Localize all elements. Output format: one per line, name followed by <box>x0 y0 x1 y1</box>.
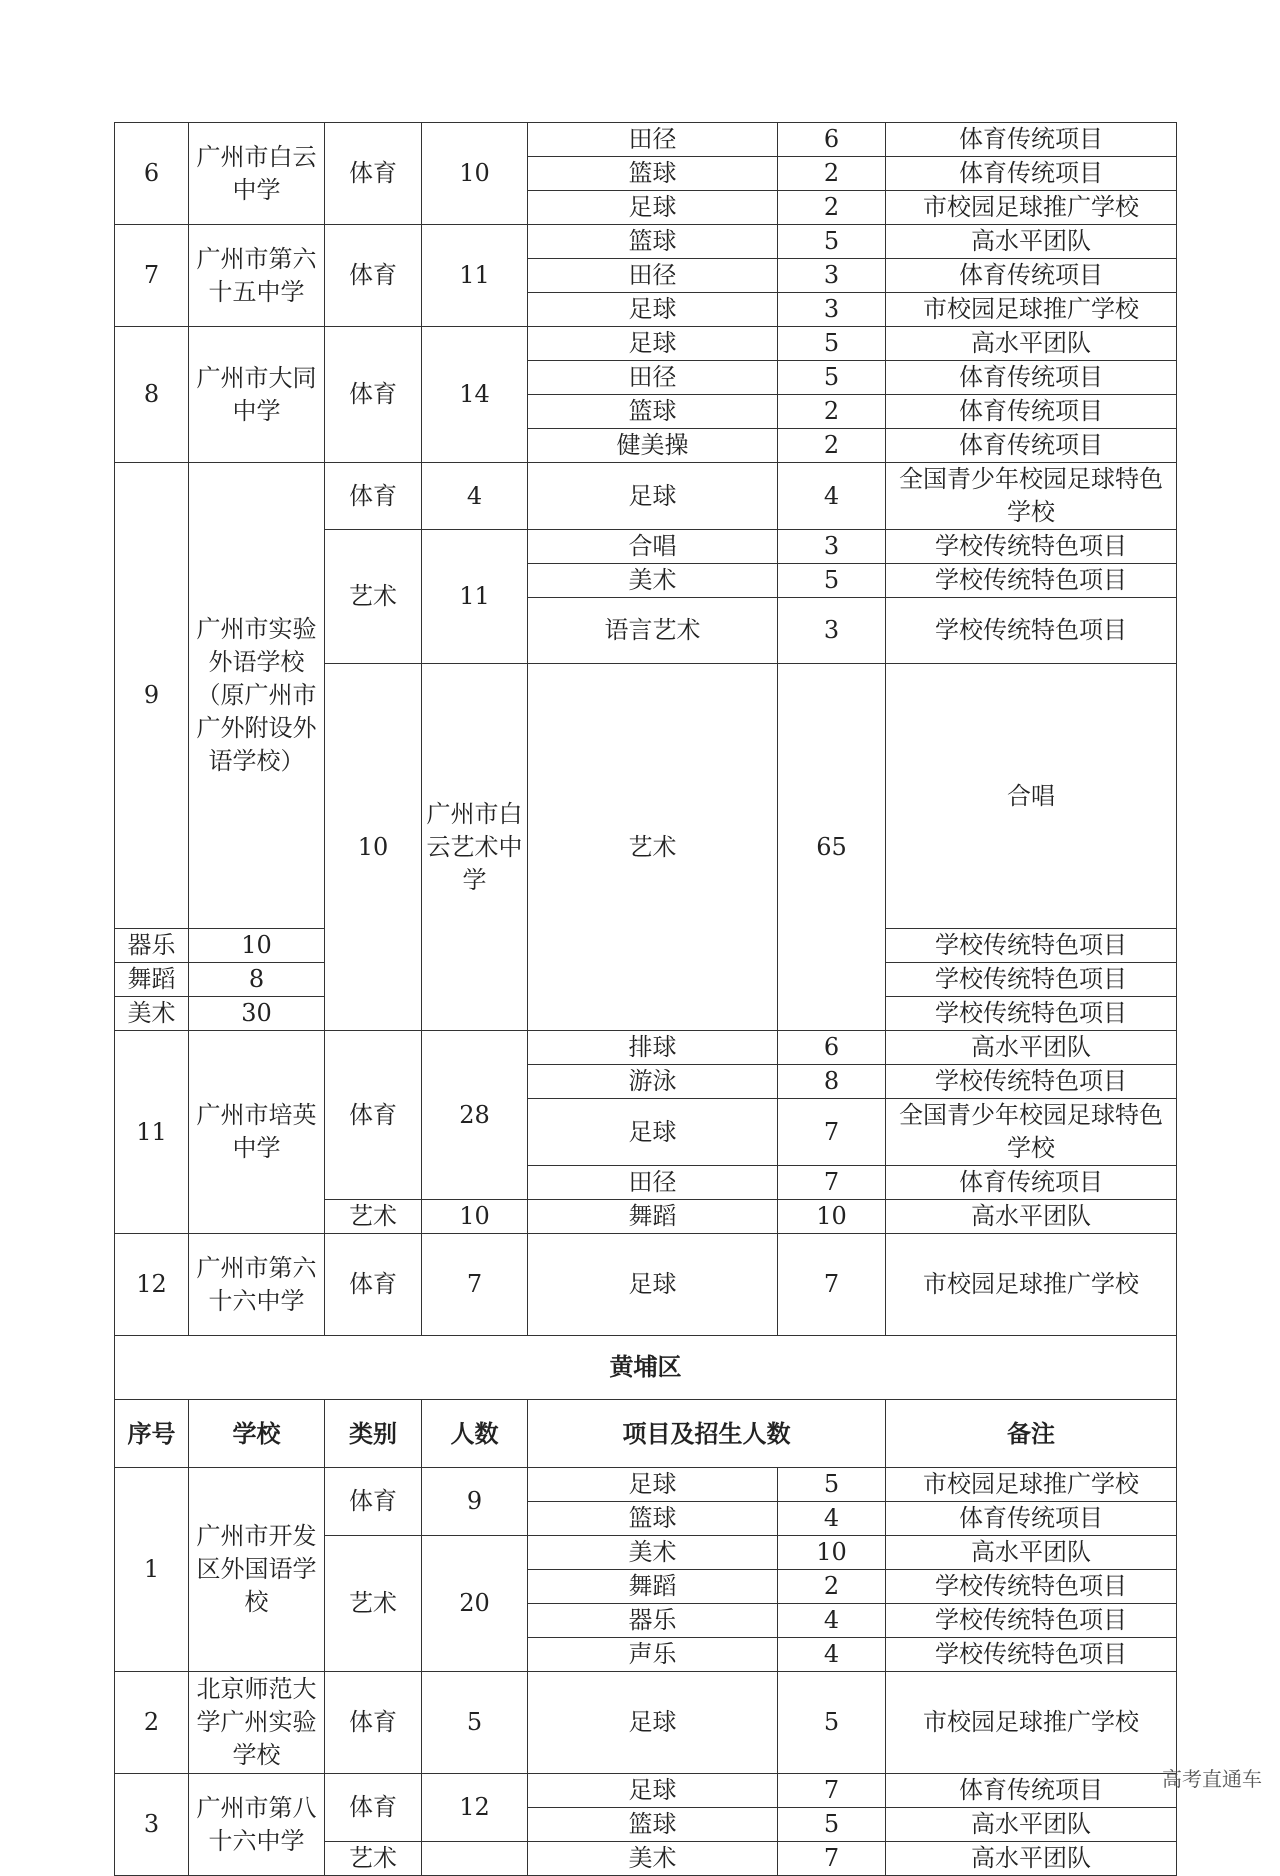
item-cell: 器乐 <box>528 1604 778 1638</box>
count-cell: 7 <box>422 1234 528 1336</box>
item-cell: 足球 <box>528 327 778 361</box>
item-count-cell: 3 <box>778 293 886 327</box>
count-cell: 14 <box>422 327 528 463</box>
table-row <box>115 463 1177 530</box>
item-count-cell: 8 <box>189 963 325 997</box>
school-cell: 广州市第六十五中学 <box>189 225 325 327</box>
remark-cell: 学校传统特色项目 <box>886 997 1177 1031</box>
seq-cell: 7 <box>115 225 189 327</box>
remark-cell: 学校传统特色项目 <box>886 963 1177 997</box>
school-cell: 广州市白云中学 <box>189 123 325 225</box>
item-count-cell: 4 <box>778 1604 886 1638</box>
item-cell: 健美操 <box>528 429 778 463</box>
remark-cell: 全国青少年校园足球特色学校 <box>886 463 1177 530</box>
item-cell: 器乐 <box>115 929 189 963</box>
item-cell: 篮球 <box>528 1808 778 1842</box>
item-cell: 田径 <box>528 123 778 157</box>
count-cell: 11 <box>422 530 528 664</box>
item-cell: 合唱 <box>886 664 1177 929</box>
category-cell: 体育 <box>325 1468 422 1536</box>
item-cell: 游泳 <box>528 1065 778 1099</box>
item-count-cell: 4 <box>778 463 886 530</box>
header-remark: 备注 <box>886 1400 1177 1468</box>
item-count-cell: 6 <box>778 1031 886 1065</box>
item-cell: 舞蹈 <box>528 1200 778 1234</box>
item-count-cell: 3 <box>778 598 886 664</box>
item-count-cell: 5 <box>778 361 886 395</box>
category-cell: 体育 <box>325 327 422 463</box>
seq-cell: 2 <box>115 1672 189 1774</box>
count-cell: 20 <box>422 1536 528 1672</box>
remark-cell: 学校传统特色项目 <box>886 530 1177 564</box>
item-count-cell: 3 <box>778 530 886 564</box>
district-title: 黄埔区 <box>115 1336 1177 1400</box>
remark-cell: 市校园足球推广学校 <box>886 191 1177 225</box>
school-cell: 广州市第六十六中学 <box>189 1234 325 1336</box>
item-cell: 声乐 <box>528 1638 778 1672</box>
count-cell: 10 <box>422 123 528 225</box>
remark-cell: 学校传统特色项目 <box>886 1570 1177 1604</box>
table-row <box>115 225 1177 259</box>
remark-cell: 高水平团队 <box>886 1200 1177 1234</box>
item-cell: 语言艺术 <box>528 598 778 664</box>
seq-cell: 6 <box>115 123 189 225</box>
item-cell: 足球 <box>528 1672 778 1774</box>
seq-cell: 3 <box>115 1774 189 1876</box>
header-seq: 序号 <box>115 1400 189 1468</box>
count-cell: 9 <box>422 1468 528 1536</box>
seq-cell: 10 <box>325 664 422 1031</box>
count-cell: 4 <box>422 463 528 530</box>
remark-cell: 高水平团队 <box>886 1808 1177 1842</box>
table-row <box>115 1672 1177 1774</box>
item-count-cell: 2 <box>778 191 886 225</box>
item-count-cell: 4 <box>778 1638 886 1672</box>
category-cell: 体育 <box>325 1234 422 1336</box>
remark-cell: 学校传统特色项目 <box>886 929 1177 963</box>
item-count-cell: 7 <box>778 1166 886 1200</box>
remark-cell: 体育传统项目 <box>886 395 1177 429</box>
category-cell: 艺术 <box>325 1536 422 1672</box>
item-cell: 田径 <box>528 361 778 395</box>
school-cell: 广州市白云艺术中学 <box>422 664 528 1031</box>
item-count-cell: 2 <box>778 429 886 463</box>
enrollment-table <box>114 122 1177 1876</box>
remark-cell: 市校园足球推广学校 <box>886 1468 1177 1502</box>
school-cell: 广州市大同中学 <box>189 327 325 463</box>
item-cell: 足球 <box>528 1774 778 1808</box>
item-count-cell: 7 <box>778 1774 886 1808</box>
count-cell <box>422 1842 528 1876</box>
item-cell: 足球 <box>528 1468 778 1502</box>
remark-cell: 学校传统特色项目 <box>886 1604 1177 1638</box>
category-cell: 体育 <box>325 1031 422 1200</box>
item-count-cell: 7 <box>778 1842 886 1876</box>
remark-cell: 体育传统项目 <box>886 1166 1177 1200</box>
remark-cell: 市校园足球推广学校 <box>886 1234 1177 1336</box>
remark-cell: 市校园足球推广学校 <box>886 293 1177 327</box>
remark-cell: 学校传统特色项目 <box>886 598 1177 664</box>
header-count: 人数 <box>422 1400 528 1468</box>
item-count-cell: 5 <box>778 1468 886 1502</box>
count-cell: 10 <box>422 1200 528 1234</box>
table-row <box>115 327 1177 361</box>
remark-cell: 体育传统项目 <box>886 157 1177 191</box>
remark-cell: 学校传统特色项目 <box>886 1065 1177 1099</box>
item-cell: 美术 <box>528 1536 778 1570</box>
item-count-cell: 5 <box>778 1672 886 1774</box>
item-count-cell: 10 <box>778 1200 886 1234</box>
item-count-cell: 3 <box>778 259 886 293</box>
seq-cell: 11 <box>115 1031 189 1234</box>
remark-cell: 学校传统特色项目 <box>886 564 1177 598</box>
seq-cell: 9 <box>115 463 189 929</box>
table-row <box>115 123 1177 157</box>
school-cell: 广州市第八十六中学 <box>189 1774 325 1876</box>
count-cell: 11 <box>422 225 528 327</box>
item-count-cell: 6 <box>778 123 886 157</box>
remark-cell: 高水平团队 <box>886 1536 1177 1570</box>
item-cell: 美术 <box>528 1842 778 1876</box>
remark-cell: 体育传统项目 <box>886 123 1177 157</box>
category-cell: 艺术 <box>528 664 778 1031</box>
item-count-cell: 30 <box>189 997 325 1031</box>
count-cell: 5 <box>422 1672 528 1774</box>
item-count-cell: 7 <box>778 1234 886 1336</box>
header-row <box>115 1400 1177 1468</box>
item-cell: 篮球 <box>528 157 778 191</box>
item-cell: 美术 <box>528 564 778 598</box>
count-cell: 28 <box>422 1031 528 1200</box>
category-cell: 艺术 <box>325 1200 422 1234</box>
item-count-cell: 2 <box>778 157 886 191</box>
category-cell: 体育 <box>325 225 422 327</box>
category-cell: 体育 <box>325 1672 422 1774</box>
item-cell: 排球 <box>528 1031 778 1065</box>
item-cell: 足球 <box>528 1234 778 1336</box>
item-count-cell: 4 <box>778 1502 886 1536</box>
category-cell: 艺术 <box>325 1842 422 1876</box>
item-cell: 美术 <box>115 997 189 1031</box>
remark-cell: 高水平团队 <box>886 225 1177 259</box>
remark-cell: 全国青少年校园足球特色学校 <box>886 1099 1177 1166</box>
category-cell: 艺术 <box>325 530 422 664</box>
remark-cell: 高水平团队 <box>886 1842 1177 1876</box>
item-count-cell: 2 <box>778 395 886 429</box>
school-cell: 北京师范大学广州实验学校 <box>189 1672 325 1774</box>
remark-cell: 市校园足球推广学校 <box>886 1672 1177 1774</box>
remark-cell: 体育传统项目 <box>886 429 1177 463</box>
remark-cell: 高水平团队 <box>886 327 1177 361</box>
school-cell: 广州市实验外语学校（原广州市广外附设外语学校） <box>189 463 325 929</box>
item-cell: 足球 <box>528 293 778 327</box>
header-school: 学校 <box>189 1400 325 1468</box>
seq-cell: 12 <box>115 1234 189 1336</box>
watermark: 高考直通车 <box>1162 1767 1262 1791</box>
table-row <box>115 1774 1177 1808</box>
item-count-cell: 5 <box>778 1808 886 1842</box>
table-row <box>115 1031 1177 1065</box>
category-cell: 体育 <box>325 463 422 530</box>
header-items: 项目及招生人数 <box>528 1400 886 1468</box>
table-row <box>115 1234 1177 1336</box>
remark-cell: 体育传统项目 <box>886 361 1177 395</box>
category-cell: 体育 <box>325 1774 422 1842</box>
item-cell: 田径 <box>528 259 778 293</box>
item-count-cell: 8 <box>778 1065 886 1099</box>
remark-cell: 体育传统项目 <box>886 259 1177 293</box>
item-count-cell: 7 <box>778 1099 886 1166</box>
item-cell: 足球 <box>528 463 778 530</box>
district-row <box>115 1336 1177 1400</box>
item-count-cell: 5 <box>778 327 886 361</box>
school-cell: 广州市开发区外国语学校 <box>189 1468 325 1672</box>
item-count-cell: 2 <box>778 1570 886 1604</box>
remark-cell: 体育传统项目 <box>886 1502 1177 1536</box>
item-cell: 舞蹈 <box>115 963 189 997</box>
count-cell: 65 <box>778 664 886 1031</box>
item-cell: 合唱 <box>528 530 778 564</box>
seq-cell: 1 <box>115 1468 189 1672</box>
remark-cell: 高水平团队 <box>886 1031 1177 1065</box>
item-cell: 舞蹈 <box>528 1570 778 1604</box>
item-count-cell: 10 <box>189 929 325 963</box>
item-cell: 田径 <box>528 1166 778 1200</box>
remark-cell: 学校传统特色项目 <box>886 1638 1177 1672</box>
item-count-cell: 10 <box>778 1536 886 1570</box>
item-count-cell: 5 <box>778 564 886 598</box>
item-cell: 篮球 <box>528 1502 778 1536</box>
header-category: 类别 <box>325 1400 422 1468</box>
item-cell: 篮球 <box>528 395 778 429</box>
remark-cell: 体育传统项目 <box>886 1774 1177 1808</box>
item-cell: 足球 <box>528 191 778 225</box>
category-cell: 体育 <box>325 123 422 225</box>
item-cell: 篮球 <box>528 225 778 259</box>
count-cell: 12 <box>422 1774 528 1842</box>
school-cell: 广州市培英中学 <box>189 1031 325 1234</box>
item-count-cell: 5 <box>778 225 886 259</box>
item-cell: 足球 <box>528 1099 778 1166</box>
seq-cell: 8 <box>115 327 189 463</box>
table-row <box>115 1468 1177 1502</box>
